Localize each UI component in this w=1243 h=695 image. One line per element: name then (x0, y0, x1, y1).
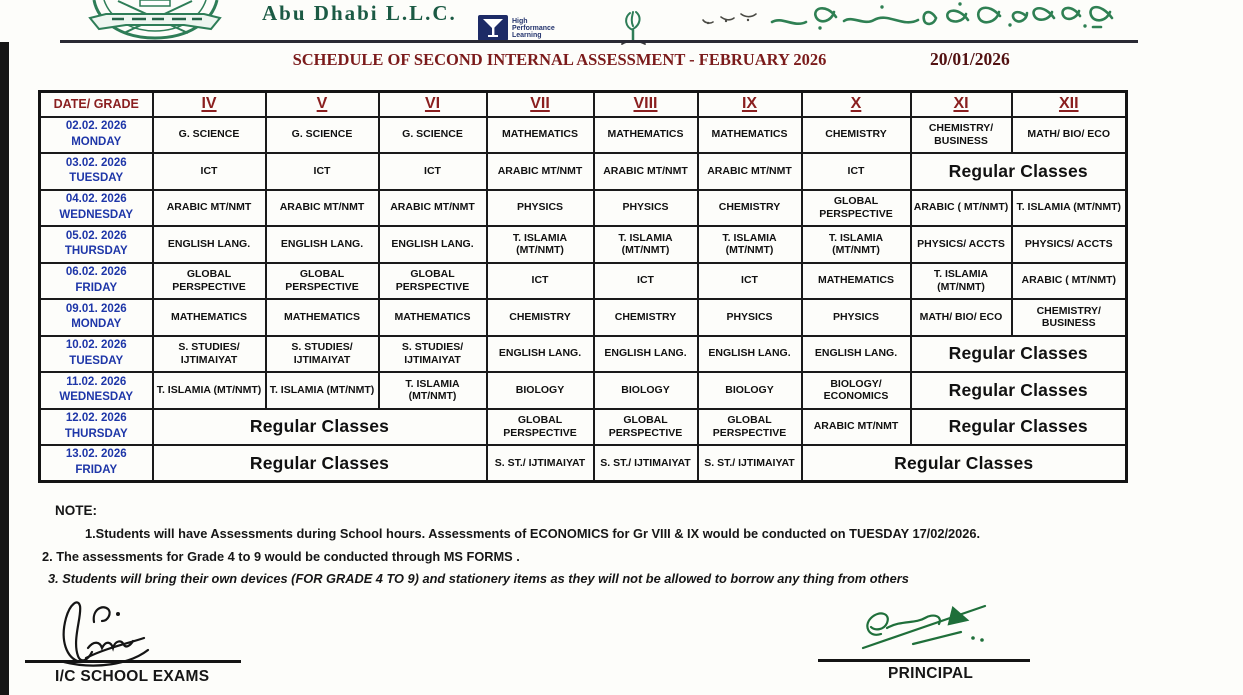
subject-cell: T. ISLAMIA (MT/NMT) (1012, 190, 1127, 227)
subject-cell: MATHEMATICS (594, 117, 698, 154)
subject-cell: ARABIC MT/NMT (379, 190, 487, 227)
subject-cell: T. ISLAMIA (MT/NMT) (911, 263, 1012, 300)
subject-cell: T. ISLAMIA (MT/NMT) (594, 226, 698, 263)
subject-cell: S. ST./ IJTIMAIYAT (594, 445, 698, 482)
subject-cell: GLOBAL PERSPECTIVE (802, 190, 911, 227)
subject-cell: MATHEMATICS (266, 299, 379, 336)
subject-cell: ARABIC ( MT/NMT) (911, 190, 1012, 227)
subject-cell: ARABIC MT/NMT (266, 190, 379, 227)
grade-column-header: VII (487, 92, 594, 117)
table-body (40, 117, 1127, 482)
subject-cell: Regular Classes (153, 409, 487, 446)
subject-cell: ICT (698, 263, 802, 300)
subject-cell: T. ISLAMIA (MT/NMT) (153, 372, 266, 409)
subject-cell: T. ISLAMIA (MT/NMT) (802, 226, 911, 263)
subject-cell: Regular Classes (802, 445, 1127, 482)
subject-cell: ICT (594, 263, 698, 300)
table-row (40, 299, 1127, 336)
exams-signature-label: I/C SCHOOL EXAMS (55, 668, 210, 685)
subject-cell: GLOBAL PERSPECTIVE (153, 263, 266, 300)
subject-cell: PHYSICS (594, 190, 698, 227)
subject-cell: CHEMISTRY/ BUSINESS (911, 117, 1012, 154)
subject-cell: PHYSICS (802, 299, 911, 336)
hpl-logo (478, 15, 555, 41)
subject-cell: T. ISLAMIA (MT/NMT) (698, 226, 802, 263)
subject-cell: S. ST./ IJTIMAIYAT (698, 445, 802, 482)
subject-cell: S. STUDIES/ IJTIMAIYAT (379, 336, 487, 373)
subject-cell: G. SCIENCE (153, 117, 266, 154)
principal-signature-icon (855, 598, 1025, 656)
exams-signature-icon (40, 596, 175, 668)
subject-cell: Regular Classes (911, 372, 1127, 409)
subject-cell: PHYSICS (487, 190, 594, 227)
principal-signature-label: PRINCIPAL (888, 665, 974, 682)
date-cell: 10.02. 2026 TUESDAY (40, 336, 153, 373)
subject-cell: CHEMISTRY/ BUSINESS (1012, 299, 1127, 336)
grade-column-header: XII (1012, 92, 1127, 117)
subject-cell: GLOBAL PERSPECTIVE (594, 409, 698, 446)
subject-cell: T. ISLAMIA (MT/NMT) (487, 226, 594, 263)
subject-cell: GLOBAL PERSPECTIVE (379, 263, 487, 300)
subject-cell: ENGLISH LANG. (802, 336, 911, 373)
table-row (40, 153, 1127, 190)
subject-cell: ENGLISH LANG. (487, 336, 594, 373)
subject-cell: BIOLOGY (698, 372, 802, 409)
subject-cell: Regular Classes (911, 153, 1127, 190)
table-row (40, 445, 1127, 482)
subject-cell: S. ST./ IJTIMAIYAT (487, 445, 594, 482)
table-row (40, 336, 1127, 373)
date-cell: 02.02. 2026 MONDAY (40, 117, 153, 154)
date-cell: 12.02. 2026 THURSDAY (40, 409, 153, 446)
subject-cell: ENGLISH LANG. (379, 226, 487, 263)
subject-cell: Regular Classes (911, 409, 1127, 446)
table-row (40, 190, 1127, 227)
tree-icon (618, 10, 648, 51)
table-row (40, 409, 1127, 446)
table-row (40, 226, 1127, 263)
subject-cell: Regular Classes (911, 336, 1127, 373)
subject-cell: T. ISLAMIA (MT/NMT) (379, 372, 487, 409)
subject-cell: PHYSICS/ ACCTS (911, 226, 1012, 263)
grade-column-header: VI (379, 92, 487, 117)
subject-cell: GLOBAL PERSPECTIVE (487, 409, 594, 446)
grade-column-header: IV (153, 92, 266, 117)
issue-date: 20/01/2026 (930, 49, 1010, 69)
subject-cell: T. ISLAMIA (MT/NMT) (266, 372, 379, 409)
hpl-icon (478, 15, 508, 41)
subject-cell: CHEMISTRY (594, 299, 698, 336)
subject-cell: BIOLOGY (594, 372, 698, 409)
grade-column-header: V (266, 92, 379, 117)
subject-cell: ICT (802, 153, 911, 190)
subject-cell: MATH/ BIO/ ECO (911, 299, 1012, 336)
subject-cell: MATHEMATICS (802, 263, 911, 300)
table-row (40, 372, 1127, 409)
subject-cell: G. SCIENCE (266, 117, 379, 154)
table-row (40, 117, 1127, 154)
subject-cell: S. STUDIES/ IJTIMAIYAT (266, 336, 379, 373)
table-row (40, 263, 1127, 300)
subject-cell: MATHEMATICS (379, 299, 487, 336)
subject-cell: CHEMISTRY (802, 117, 911, 154)
arabic-school-name-calligraphy (660, 0, 1115, 39)
grade-column-header: X (802, 92, 911, 117)
subject-cell: ARABIC ( MT/NMT) (1012, 263, 1127, 300)
exams-signature-line (25, 660, 241, 663)
page-title: SCHEDULE OF SECOND INTERNAL ASSESSMENT - FEBRUARY 2026 (292, 50, 827, 69)
subject-cell: ARABIC MT/NMT (153, 190, 266, 227)
subject-cell: ARABIC MT/NMT (594, 153, 698, 190)
subject-cell: CHEMISTRY (698, 190, 802, 227)
note-heading: NOTE: (55, 503, 97, 518)
subject-cell: ICT (266, 153, 379, 190)
subject-cell: PHYSICS (698, 299, 802, 336)
subject-cell: BIOLOGY/ ECONOMICS (802, 372, 911, 409)
subject-cell: ENGLISH LANG. (594, 336, 698, 373)
subject-cell: CHEMISTRY (487, 299, 594, 336)
subject-cell: Regular Classes (153, 445, 487, 482)
subject-cell: ENGLISH LANG. (153, 226, 266, 263)
grade-column-header: VIII (594, 92, 698, 117)
subject-cell: BIOLOGY (487, 372, 594, 409)
note-item: 3. Students will bring their own devices (FOR GRADE 4 TO 9) and stationery items as they will not be allowed to borrow any thing from others (48, 571, 909, 586)
subject-cell: MATHEMATICS (487, 117, 594, 154)
subject-cell: MATHEMATICS (153, 299, 266, 336)
subject-cell: MATHEMATICS (698, 117, 802, 154)
subject-cell: ARABIC MT/NMT (698, 153, 802, 190)
date-cell: 09.01. 2026 MONDAY (40, 299, 153, 336)
subject-cell: ICT (379, 153, 487, 190)
hpl-logo-text: High Performance Learning (512, 17, 555, 39)
subject-cell: ARABIC MT/NMT (487, 153, 594, 190)
subject-cell: GLOBAL PERSPECTIVE (698, 409, 802, 446)
subject-cell: ARABIC MT/NMT (802, 409, 911, 446)
date-cell: 03.02. 2026 TUESDAY (40, 153, 153, 190)
subject-cell: ENGLISH LANG. (266, 226, 379, 263)
school-crest-icon (88, 0, 223, 40)
header-divider (60, 40, 1138, 43)
subject-cell: ICT (153, 153, 266, 190)
subject-cell: MATH/ BIO/ ECO (1012, 117, 1127, 154)
date-cell: 04.02. 2026 WEDNESDAY (40, 190, 153, 227)
grade-column-header: IX (698, 92, 802, 117)
date-cell: 05.02. 2026 THURSDAY (40, 226, 153, 263)
principal-signature-line (818, 659, 1030, 662)
subject-cell: ICT (487, 263, 594, 300)
date-grade-header: DATE/ GRADE (40, 92, 153, 117)
subject-cell: GLOBAL PERSPECTIVE (266, 263, 379, 300)
date-cell: 06.02. 2026 FRIDAY (40, 263, 153, 300)
date-cell: 11.02. 2026 WEDNESDAY (40, 372, 153, 409)
subject-cell: ENGLISH LANG. (698, 336, 802, 373)
subject-cell: G. SCIENCE (379, 117, 487, 154)
date-cell: 13.02. 2026 FRIDAY (40, 445, 153, 482)
note-item: 1.Students will have Assessments during School hours. Assessments of ECONOMICS for Gr VIII & IX would be conducted on TUESDAY 17/02/2026. (85, 526, 981, 541)
subject-cell: S. STUDIES/ IJTIMAIYAT (153, 336, 266, 373)
school-name-english: Abu Dhabi L.L.C. (262, 1, 457, 25)
subject-cell: PHYSICS/ ACCTS (1012, 226, 1127, 263)
schedule-table (38, 90, 1128, 483)
table-header-row (40, 92, 1127, 117)
scan-edge-artifact (0, 42, 9, 695)
note-item: 2. The assessments for Grade 4 to 9 would be conducted through MS FORMS . (42, 549, 520, 564)
grade-column-header: XI (911, 92, 1012, 117)
